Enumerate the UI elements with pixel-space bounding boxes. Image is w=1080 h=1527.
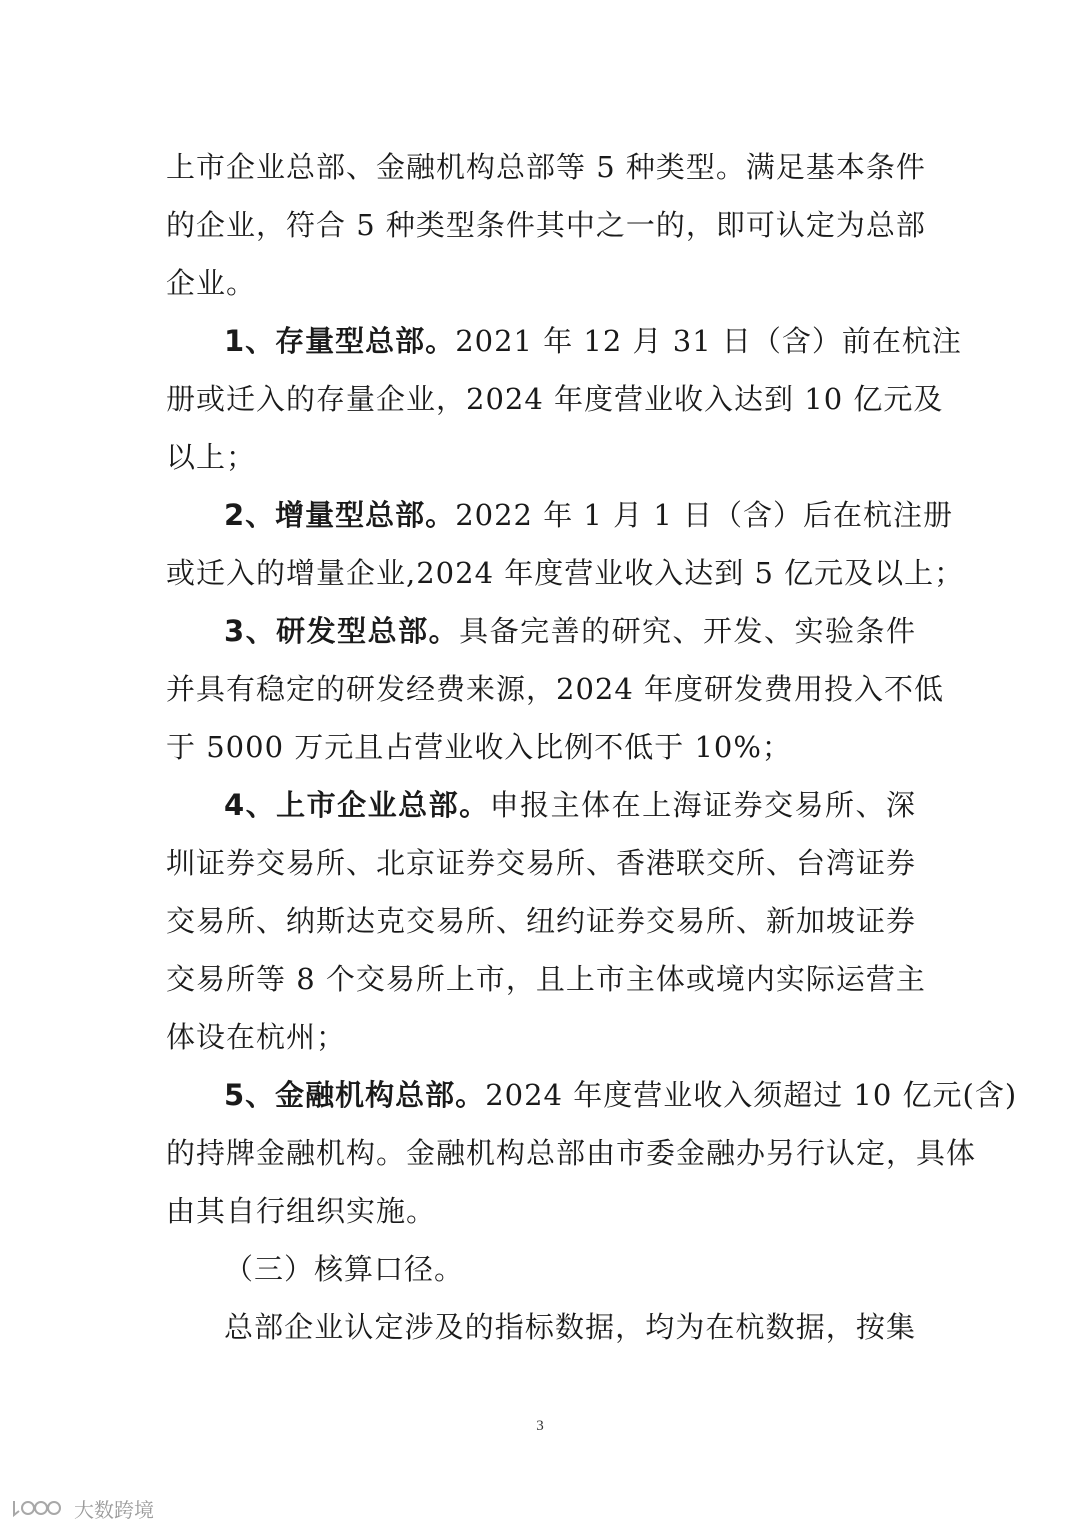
paragraph-line: 上市企业总部、金融机构总部等 5 种类型。满足基本条件 xyxy=(166,150,926,184)
paragraph-line: 册或迁入的存量企业，2024 年度营业收入达到 10 亿元及 xyxy=(166,382,944,416)
watermark xyxy=(10,1493,154,1523)
item-3-heading-line: 3、研发型总部。具备完善的研究、开发、实验条件 xyxy=(224,614,916,648)
paragraph-line: 企业。 xyxy=(166,266,257,300)
item-5-heading-line: 5、金融机构总部。2024 年度营业收入须超过 10 亿元(含) xyxy=(224,1078,1018,1112)
item-2-title: 2、增量型总部。 xyxy=(224,498,456,532)
watermark-text: 大数跨境 xyxy=(74,1497,154,1522)
paragraph-line: 或迁入的增量企业,2024 年度营业收入达到 5 亿元及以上； xyxy=(166,556,965,590)
paragraph-line: 总部企业认定涉及的指标数据，均为在杭数据，按集 xyxy=(224,1310,916,1344)
item-5-title: 5、金融机构总部。 xyxy=(224,1078,486,1112)
paragraph-line: 于 5000 万元且占营业收入比例不低于 10%； xyxy=(166,730,792,764)
paragraph-line: 的持牌金融机构。金融机构总部由市委金融办另行认定，具体 xyxy=(166,1136,977,1170)
item-3-title: 3、研发型总部。 xyxy=(224,614,460,648)
paragraph-line: 并具有稳定的研发经费来源，2024 年度研发费用投入不低 xyxy=(166,672,945,706)
paragraph-line: 以上； xyxy=(166,440,257,474)
paragraph-line: 由其自行组织实施。 xyxy=(166,1194,437,1228)
item-2-heading-line: 2、增量型总部。2022 年 1 月 1 日（含）后在杭注册 xyxy=(224,498,953,532)
paragraph-line: 体设在杭州； xyxy=(166,1020,347,1054)
paragraph-line: 交易所、纳斯达克交易所、纽约证券交易所、新加坡证券 xyxy=(166,904,917,938)
item-4-heading-line: 4、上市企业总部。申报主体在上海证券交易所、深 xyxy=(224,788,916,822)
page-number: 3 xyxy=(536,1418,544,1434)
item-1-title: 1、存量型总部。 xyxy=(224,324,456,358)
item-4-title: 4、上市企业总部。 xyxy=(224,788,490,822)
paragraph-line: 圳证券交易所、北京证券交易所、香港联交所、台湾证券 xyxy=(166,846,917,880)
paragraph-line: 交易所等 8 个交易所上市，且上市主体或境内实际运营主 xyxy=(166,962,926,996)
section-heading: （三）核算口径。 xyxy=(224,1252,465,1286)
paragraph-line: 的企业，符合 5 种类型条件其中之一的，即可认定为总部 xyxy=(166,208,926,242)
item-1-heading-line: 1、存量型总部。2021 年 12 月 31 日（含）前在杭注 xyxy=(224,324,962,358)
tenchat-logo-icon xyxy=(10,1497,68,1519)
